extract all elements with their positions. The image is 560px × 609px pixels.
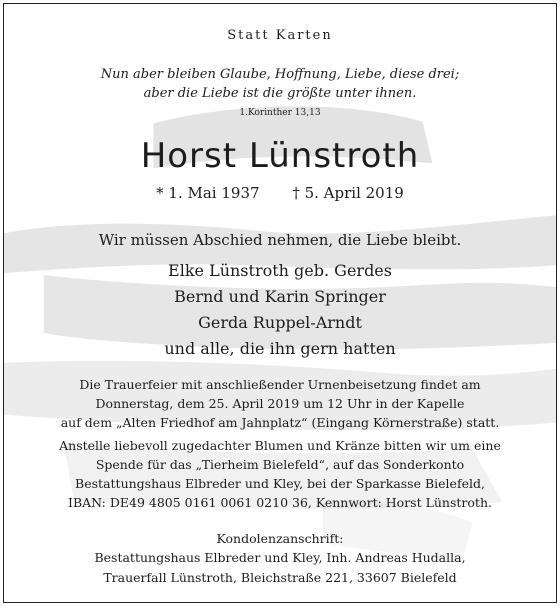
- verse-line-1: Nun aber bleiben Glaube, Hoffnung, Liebe, diese drei;: [100, 67, 460, 82]
- obituary-card: [3, 3, 557, 603]
- info-line: IBAN: DE49 4805 0161 0061 0210 36, Kennwort: Horst Lünstroth.: [68, 495, 492, 510]
- condolence-line: Bestattungshaus Elbreder und Kley, Inh. Andreas Hudalla,: [94, 550, 466, 565]
- mourner: Elke Lünstroth geb. Gerdes: [168, 261, 392, 280]
- info-line: Spende für das „Tierheim Bielefeld“, auf das Sonderkonto: [95, 457, 465, 472]
- death-date: † 5. April 2019: [292, 184, 404, 202]
- condolence-line: Trauerfall Lünstroth, Bleichstraße 221, 33607 Bielefeld: [103, 570, 457, 585]
- mourner: Bernd und Karin Springer: [174, 287, 386, 306]
- mourner: Gerda Ruppel-Arndt: [198, 313, 362, 332]
- birth-date: * 1. Mai 1937: [156, 184, 260, 202]
- info-line: auf dem „Alten Friedhof am Jahnplatz“ (Eingang Körnerstraße) statt.: [60, 415, 500, 430]
- verse-source: 1.Korinther 13,13: [239, 108, 321, 118]
- header-statt-karten: Statt Karten: [227, 28, 333, 43]
- info-line: Anstelle liebevoll zugedachter Blumen und Kränze bitten wir um eine: [59, 438, 501, 453]
- info-line: Bestattungshaus Elbreder und Kley, bei der Sparkasse Bielefeld,: [75, 476, 485, 491]
- verse-line-2: aber die Liebe ist die größte unter ihnen.: [143, 86, 417, 101]
- condolence-heading: Kondolenzanschrift:: [216, 531, 344, 546]
- deceased-name: Horst Lünstroth: [140, 136, 420, 176]
- info-line: Die Trauerfeier mit anschließender Urnenbeisetzung findet am: [79, 377, 481, 392]
- mourner: und alle, die ihn gern hatten: [164, 339, 396, 358]
- life-dates: [4, 184, 556, 202]
- info-line: Donnerstag, dem 25. April 2019 um 12 Uhr in der Kapelle: [95, 396, 465, 411]
- motto: Wir müssen Abschied nehmen, die Liebe bleibt.: [98, 231, 462, 249]
